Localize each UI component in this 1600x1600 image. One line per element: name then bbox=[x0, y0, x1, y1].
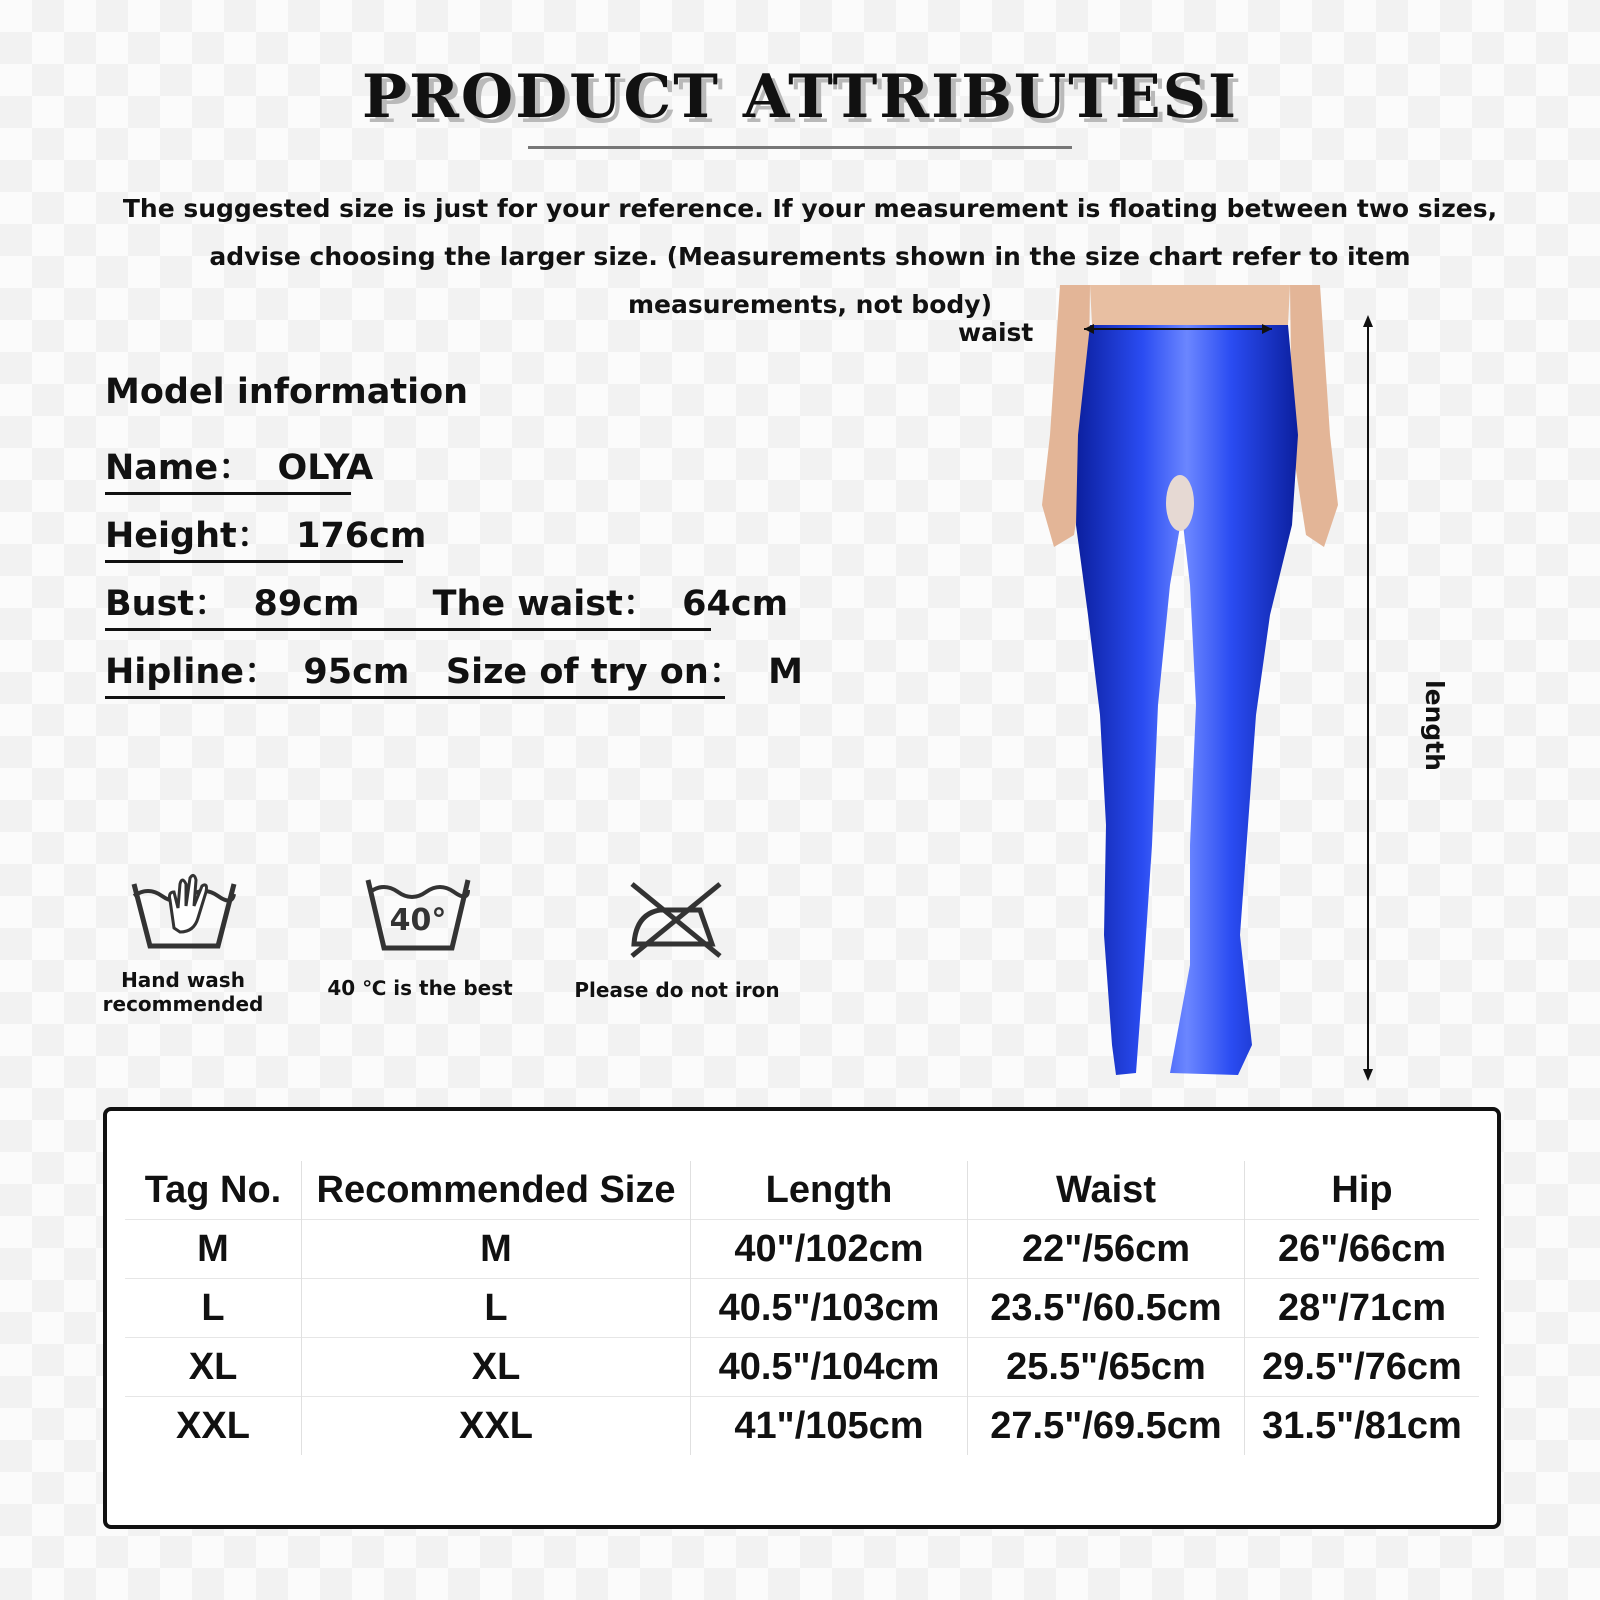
model-height bbox=[105, 508, 427, 563]
notice-line-2: advise choosing the larger size. (Measurements shown in the size chart refer to item bbox=[209, 242, 1411, 271]
model-bust-waist bbox=[105, 576, 789, 631]
header-tag-no: Tag No. bbox=[144, 1168, 282, 1211]
cell-waist: 22"/56cm bbox=[968, 1220, 1245, 1279]
cell-tag: XXL bbox=[125, 1397, 302, 1456]
cell-hip: 26"/66cm bbox=[1245, 1220, 1480, 1279]
notice-line-3: measurements, not body) bbox=[628, 290, 992, 319]
cell-length: 40.5"/103cm bbox=[691, 1279, 968, 1338]
cell-length: 41"/105cm bbox=[691, 1397, 968, 1456]
table-row bbox=[125, 1338, 1479, 1397]
cell-length: 40.5"/104cm bbox=[691, 1338, 968, 1397]
cell-waist: 25.5"/65cm bbox=[968, 1338, 1245, 1397]
size-chart-table bbox=[125, 1161, 1479, 1455]
notice-line-1: The suggested size is just for your reference. If your measurement is floating between two sizes, bbox=[122, 194, 1498, 223]
model-torso bbox=[1090, 285, 1290, 325]
model-info-heading: Model information bbox=[105, 372, 469, 412]
wash-40-icon bbox=[362, 874, 474, 954]
cell-hip: 28"/71cm bbox=[1245, 1279, 1480, 1338]
header-waist: Waist bbox=[968, 1161, 1245, 1220]
size-chart-box bbox=[103, 1107, 1501, 1529]
cell-waist: 27.5"/69.5cm bbox=[968, 1397, 1245, 1456]
model-height-text: Height： 176cm bbox=[105, 516, 427, 556]
tights-opening bbox=[1166, 475, 1194, 531]
cell-tag: L bbox=[125, 1279, 302, 1338]
table-row bbox=[125, 1397, 1479, 1456]
model-size-text: Size of try on： M bbox=[445, 652, 803, 692]
model-waist-text: The waist： 64cm bbox=[432, 584, 789, 624]
header-length: Length bbox=[691, 1161, 968, 1220]
wash-40-label: 40 ℃ is the best bbox=[327, 976, 513, 1000]
length-label: length bbox=[1420, 680, 1449, 771]
hand-wash-label: Hand wash recommended bbox=[102, 968, 264, 1016]
no-iron-label: Please do not iron bbox=[574, 978, 780, 1002]
model-hip-size bbox=[105, 644, 803, 699]
no-iron-icon bbox=[626, 880, 726, 960]
cell-waist: 23.5"/60.5cm bbox=[968, 1279, 1245, 1338]
table-row bbox=[125, 1279, 1479, 1338]
model-right-arm bbox=[1290, 285, 1338, 547]
title-divider bbox=[528, 146, 1072, 149]
cell-hip: 29.5"/76cm bbox=[1245, 1338, 1480, 1397]
tights bbox=[1076, 325, 1298, 1075]
cell-recommended: XXL bbox=[302, 1397, 691, 1456]
cell-recommended: XL bbox=[302, 1338, 691, 1397]
table-header-row bbox=[125, 1161, 1479, 1220]
header-recommended-size: Recommended Size bbox=[302, 1161, 691, 1220]
product-image bbox=[1020, 285, 1380, 1105]
cell-recommended: L bbox=[302, 1279, 691, 1338]
cell-length: 40"/102cm bbox=[691, 1220, 968, 1279]
model-name-text: Name： OLYA bbox=[105, 448, 374, 488]
model-bust-text: Bust： 89cm bbox=[105, 584, 360, 624]
cell-hip: 31.5"/81cm bbox=[1245, 1397, 1480, 1456]
cell-recommended: M bbox=[302, 1220, 691, 1279]
page-title: PRODUCT ATTRIBUTESI bbox=[361, 62, 1239, 132]
cell-tag: M bbox=[125, 1220, 302, 1279]
model-name bbox=[105, 440, 374, 495]
cell-tag: XL bbox=[125, 1338, 302, 1397]
wash-40-text: 40° bbox=[389, 903, 447, 938]
model-hipline-text: Hipline： 95cm bbox=[105, 652, 410, 692]
table-row bbox=[125, 1220, 1479, 1279]
header-hip: Hip bbox=[1245, 1161, 1480, 1220]
hand-wash-icon bbox=[128, 862, 240, 952]
waist-label: waist bbox=[958, 318, 1034, 347]
